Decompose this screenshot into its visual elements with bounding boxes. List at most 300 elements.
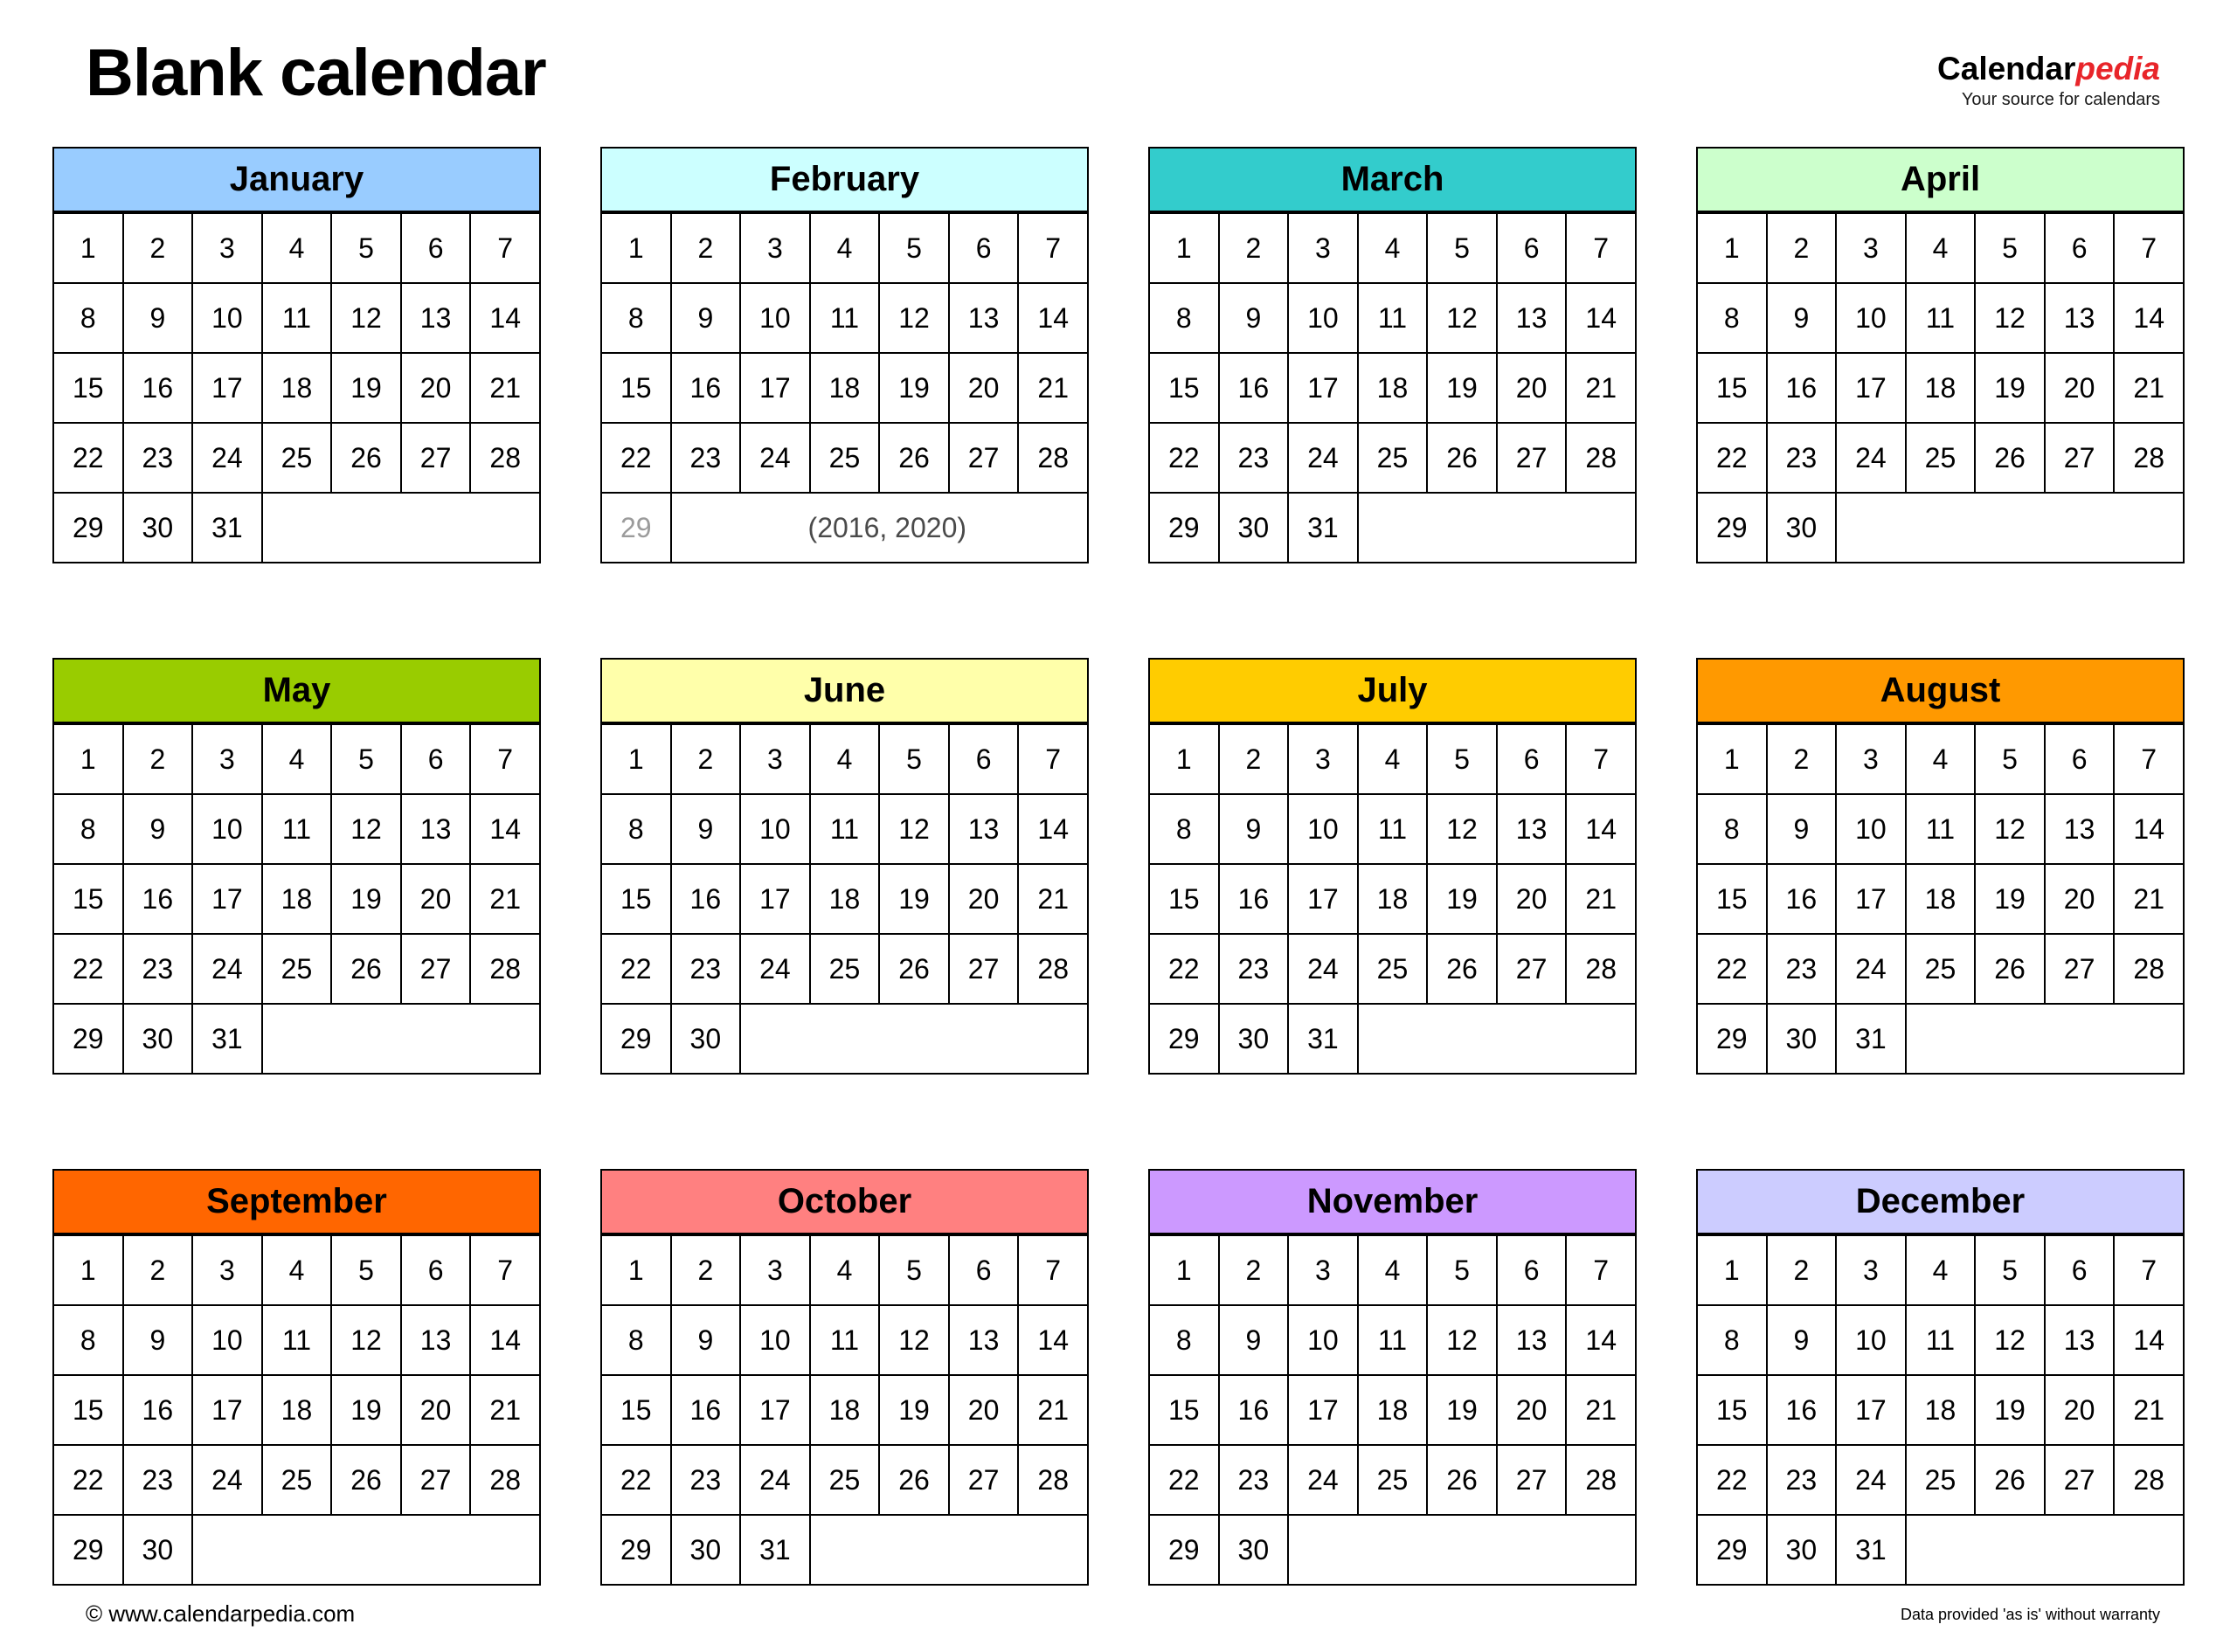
- day-cell[interactable]: 29: [1149, 1004, 1219, 1074]
- day-cell[interactable]: 2: [1219, 724, 1289, 794]
- day-cell[interactable]: 17: [192, 1375, 262, 1445]
- day-cell[interactable]: 31: [740, 1515, 810, 1585]
- day-cell[interactable]: 29: [1149, 1515, 1219, 1585]
- day-cell[interactable]: 21: [1018, 864, 1088, 934]
- day-cell[interactable]: 18: [1906, 353, 1976, 423]
- day-cell[interactable]: 19: [331, 353, 401, 423]
- day-cell[interactable]: 5: [1427, 724, 1497, 794]
- day-cell[interactable]: 6: [1497, 213, 1567, 283]
- day-cell[interactable]: 21: [470, 353, 540, 423]
- day-cell[interactable]: 12: [879, 283, 949, 353]
- day-cell[interactable]: 16: [1219, 864, 1289, 934]
- day-cell[interactable]: 1: [53, 724, 123, 794]
- day-cell[interactable]: 3: [1288, 213, 1358, 283]
- day-cell[interactable]: 16: [671, 864, 741, 934]
- day-cell[interactable]: 22: [601, 934, 671, 1004]
- day-cell[interactable]: 28: [470, 934, 540, 1004]
- day-cell[interactable]: 11: [262, 283, 332, 353]
- day-cell[interactable]: 3: [1288, 724, 1358, 794]
- day-cell[interactable]: 9: [123, 283, 193, 353]
- day-cell[interactable]: 3: [740, 724, 810, 794]
- day-cell[interactable]: 8: [601, 283, 671, 353]
- day-cell[interactable]: 20: [401, 1375, 471, 1445]
- day-cell[interactable]: 1: [53, 1235, 123, 1305]
- day-cell[interactable]: 15: [601, 1375, 671, 1445]
- day-cell[interactable]: 16: [1219, 1375, 1289, 1445]
- day-cell[interactable]: 15: [601, 864, 671, 934]
- day-cell[interactable]: 7: [1566, 213, 1636, 283]
- day-cell[interactable]: 30: [671, 1515, 741, 1585]
- day-cell[interactable]: 24: [1288, 934, 1358, 1004]
- day-cell[interactable]: 10: [740, 1305, 810, 1375]
- day-cell[interactable]: 15: [1149, 864, 1219, 934]
- day-cell[interactable]: 28: [1018, 934, 1088, 1004]
- day-cell[interactable]: 13: [2045, 794, 2115, 864]
- day-cell[interactable]: 3: [740, 213, 810, 283]
- day-cell[interactable]: 12: [1427, 283, 1497, 353]
- day-cell[interactable]: 7: [1018, 724, 1088, 794]
- day-cell[interactable]: 15: [1697, 864, 1767, 934]
- day-cell[interactable]: 19: [331, 1375, 401, 1445]
- day-cell[interactable]: 20: [2045, 1375, 2115, 1445]
- day-cell[interactable]: 13: [1497, 794, 1567, 864]
- day-cell[interactable]: 28: [470, 423, 540, 493]
- day-cell[interactable]: 24: [740, 423, 810, 493]
- day-cell[interactable]: 8: [1697, 1305, 1767, 1375]
- day-cell[interactable]: 26: [1427, 1445, 1497, 1515]
- day-cell[interactable]: 28: [1566, 423, 1636, 493]
- day-cell[interactable]: 24: [192, 934, 262, 1004]
- day-cell[interactable]: 27: [949, 423, 1019, 493]
- day-cell[interactable]: 4: [1906, 1235, 1976, 1305]
- day-cell[interactable]: 14: [1566, 283, 1636, 353]
- day-cell[interactable]: 8: [601, 1305, 671, 1375]
- day-cell[interactable]: 7: [1566, 724, 1636, 794]
- day-cell[interactable]: 26: [879, 423, 949, 493]
- day-cell[interactable]: 25: [810, 1445, 880, 1515]
- day-cell[interactable]: 1: [1697, 1235, 1767, 1305]
- day-cell[interactable]: 1: [1697, 724, 1767, 794]
- day-cell[interactable]: 9: [671, 794, 741, 864]
- day-cell[interactable]: 9: [123, 1305, 193, 1375]
- day-cell[interactable]: 18: [262, 864, 332, 934]
- day-cell[interactable]: 7: [1018, 1235, 1088, 1305]
- day-cell[interactable]: 29: [53, 493, 123, 563]
- day-cell[interactable]: 13: [949, 283, 1019, 353]
- day-cell[interactable]: 3: [192, 1235, 262, 1305]
- day-cell[interactable]: 4: [262, 724, 332, 794]
- day-cell[interactable]: 13: [401, 794, 471, 864]
- day-cell[interactable]: 14: [1566, 1305, 1636, 1375]
- day-cell[interactable]: 8: [53, 794, 123, 864]
- day-cell[interactable]: 19: [879, 864, 949, 934]
- day-cell[interactable]: 30: [1767, 1515, 1837, 1585]
- day-cell[interactable]: 19: [1427, 1375, 1497, 1445]
- day-cell[interactable]: 18: [262, 1375, 332, 1445]
- day-cell[interactable]: 12: [331, 283, 401, 353]
- day-cell[interactable]: 31: [192, 493, 262, 563]
- day-cell[interactable]: 8: [1697, 283, 1767, 353]
- day-cell[interactable]: 8: [53, 283, 123, 353]
- day-cell[interactable]: 13: [949, 1305, 1019, 1375]
- day-cell[interactable]: 13: [401, 1305, 471, 1375]
- day-cell[interactable]: 9: [1219, 1305, 1289, 1375]
- day-cell[interactable]: 14: [1018, 794, 1088, 864]
- day-cell[interactable]: 11: [1358, 794, 1428, 864]
- day-cell[interactable]: 6: [401, 724, 471, 794]
- day-cell[interactable]: 28: [2114, 1445, 2184, 1515]
- day-cell[interactable]: 5: [331, 724, 401, 794]
- day-cell[interactable]: 28: [1018, 423, 1088, 493]
- day-cell[interactable]: 4: [262, 213, 332, 283]
- day-cell[interactable]: 8: [1149, 1305, 1219, 1375]
- day-cell[interactable]: 19: [1975, 353, 2045, 423]
- day-cell[interactable]: 30: [1219, 493, 1289, 563]
- day-cell[interactable]: 31: [1836, 1004, 1906, 1074]
- day-cell[interactable]: 27: [2045, 934, 2115, 1004]
- day-cell[interactable]: 8: [1697, 794, 1767, 864]
- day-cell[interactable]: 26: [879, 1445, 949, 1515]
- day-cell[interactable]: 15: [601, 353, 671, 423]
- day-cell[interactable]: 2: [1219, 213, 1289, 283]
- day-cell[interactable]: 7: [2114, 213, 2184, 283]
- day-cell[interactable]: 27: [2045, 1445, 2115, 1515]
- day-cell[interactable]: 26: [331, 1445, 401, 1515]
- day-cell[interactable]: 6: [949, 1235, 1019, 1305]
- day-cell[interactable]: 10: [1288, 794, 1358, 864]
- day-cell[interactable]: 14: [470, 283, 540, 353]
- day-cell[interactable]: 19: [331, 864, 401, 934]
- day-cell[interactable]: 20: [949, 1375, 1019, 1445]
- day-cell[interactable]: 11: [1906, 283, 1976, 353]
- day-cell[interactable]: 18: [1358, 353, 1428, 423]
- day-cell[interactable]: 12: [1975, 1305, 2045, 1375]
- day-cell[interactable]: 6: [2045, 724, 2115, 794]
- day-cell[interactable]: 18: [262, 353, 332, 423]
- day-cell[interactable]: 2: [123, 1235, 193, 1305]
- day-cell[interactable]: 10: [740, 283, 810, 353]
- day-cell[interactable]: 9: [1767, 283, 1837, 353]
- day-cell[interactable]: 16: [671, 1375, 741, 1445]
- day-cell[interactable]: 18: [810, 353, 880, 423]
- day-cell[interactable]: 17: [192, 864, 262, 934]
- day-cell[interactable]: 22: [1697, 934, 1767, 1004]
- day-cell[interactable]: 3: [1836, 724, 1906, 794]
- day-cell[interactable]: 18: [810, 1375, 880, 1445]
- day-cell[interactable]: 23: [1767, 1445, 1837, 1515]
- day-cell[interactable]: 23: [671, 1445, 741, 1515]
- day-cell[interactable]: 25: [1906, 423, 1976, 493]
- day-cell[interactable]: 29: [601, 1515, 671, 1585]
- day-cell[interactable]: 12: [879, 794, 949, 864]
- day-cell[interactable]: 3: [192, 213, 262, 283]
- day-cell[interactable]: 23: [1219, 1445, 1289, 1515]
- day-cell[interactable]: 23: [123, 1445, 193, 1515]
- day-cell[interactable]: 29: [1697, 493, 1767, 563]
- day-cell[interactable]: 22: [53, 423, 123, 493]
- day-cell[interactable]: 9: [123, 794, 193, 864]
- day-cell[interactable]: 5: [1975, 213, 2045, 283]
- day-cell[interactable]: 12: [1975, 283, 2045, 353]
- day-cell[interactable]: 25: [1358, 1445, 1428, 1515]
- day-cell[interactable]: 1: [1149, 1235, 1219, 1305]
- day-cell[interactable]: 10: [1288, 283, 1358, 353]
- day-cell[interactable]: 17: [1288, 864, 1358, 934]
- day-cell[interactable]: 6: [2045, 213, 2115, 283]
- day-cell[interactable]: 11: [810, 1305, 880, 1375]
- day-cell[interactable]: 14: [1018, 1305, 1088, 1375]
- day-cell[interactable]: 13: [2045, 283, 2115, 353]
- day-cell[interactable]: 25: [810, 934, 880, 1004]
- day-cell[interactable]: 19: [1975, 864, 2045, 934]
- day-cell[interactable]: 20: [1497, 864, 1567, 934]
- day-cell[interactable]: 29: [1697, 1004, 1767, 1074]
- day-cell[interactable]: 6: [1497, 1235, 1567, 1305]
- day-cell[interactable]: 11: [1906, 1305, 1976, 1375]
- day-cell[interactable]: 11: [1358, 1305, 1428, 1375]
- day-cell[interactable]: 1: [601, 213, 671, 283]
- day-cell[interactable]: 23: [671, 423, 741, 493]
- day-cell[interactable]: 10: [192, 283, 262, 353]
- day-cell[interactable]: 5: [1975, 724, 2045, 794]
- day-cell[interactable]: 11: [810, 283, 880, 353]
- day-cell[interactable]: 2: [1767, 1235, 1837, 1305]
- day-cell[interactable]: 18: [1906, 1375, 1976, 1445]
- day-cell[interactable]: 29: [1149, 493, 1219, 563]
- day-cell[interactable]: 2: [123, 213, 193, 283]
- day-cell[interactable]: 16: [123, 864, 193, 934]
- day-cell[interactable]: 22: [601, 1445, 671, 1515]
- day-cell[interactable]: 7: [1566, 1235, 1636, 1305]
- day-cell[interactable]: 5: [1975, 1235, 2045, 1305]
- day-cell[interactable]: 20: [2045, 864, 2115, 934]
- day-cell[interactable]: 26: [1427, 423, 1497, 493]
- day-cell[interactable]: 9: [671, 1305, 741, 1375]
- day-cell[interactable]: 10: [192, 794, 262, 864]
- day-cell[interactable]: 27: [1497, 1445, 1567, 1515]
- day-cell[interactable]: 1: [1697, 213, 1767, 283]
- day-cell[interactable]: 29: [601, 493, 671, 563]
- day-cell[interactable]: 13: [1497, 283, 1567, 353]
- day-cell[interactable]: 11: [1906, 794, 1976, 864]
- day-cell[interactable]: 13: [2045, 1305, 2115, 1375]
- day-cell[interactable]: 6: [949, 213, 1019, 283]
- day-cell[interactable]: 20: [401, 864, 471, 934]
- day-cell[interactable]: 11: [262, 1305, 332, 1375]
- day-cell[interactable]: 27: [401, 1445, 471, 1515]
- day-cell[interactable]: 12: [879, 1305, 949, 1375]
- day-cell[interactable]: 28: [1018, 1445, 1088, 1515]
- day-cell[interactable]: 14: [2114, 283, 2184, 353]
- day-cell[interactable]: 6: [2045, 1235, 2115, 1305]
- day-cell[interactable]: 27: [1497, 934, 1567, 1004]
- day-cell[interactable]: 15: [53, 353, 123, 423]
- day-cell[interactable]: 22: [53, 934, 123, 1004]
- day-cell[interactable]: 26: [331, 934, 401, 1004]
- day-cell[interactable]: 10: [1836, 1305, 1906, 1375]
- day-cell[interactable]: 25: [1906, 1445, 1976, 1515]
- day-cell[interactable]: 22: [1697, 1445, 1767, 1515]
- day-cell[interactable]: 3: [192, 724, 262, 794]
- day-cell[interactable]: 17: [1836, 864, 1906, 934]
- day-cell[interactable]: 3: [1836, 213, 1906, 283]
- day-cell[interactable]: 19: [879, 1375, 949, 1445]
- day-cell[interactable]: 7: [470, 724, 540, 794]
- day-cell[interactable]: 27: [401, 934, 471, 1004]
- day-cell[interactable]: 28: [2114, 934, 2184, 1004]
- day-cell[interactable]: 15: [1697, 353, 1767, 423]
- day-cell[interactable]: 21: [1018, 1375, 1088, 1445]
- day-cell[interactable]: 4: [810, 1235, 880, 1305]
- day-cell[interactable]: 19: [1427, 353, 1497, 423]
- day-cell[interactable]: 24: [1836, 423, 1906, 493]
- day-cell[interactable]: 30: [1219, 1515, 1289, 1585]
- day-cell[interactable]: 29: [53, 1004, 123, 1074]
- day-cell[interactable]: 19: [879, 353, 949, 423]
- day-cell[interactable]: 27: [401, 423, 471, 493]
- day-cell[interactable]: 30: [1767, 1004, 1837, 1074]
- day-cell[interactable]: 25: [262, 1445, 332, 1515]
- day-cell[interactable]: 5: [1427, 1235, 1497, 1305]
- day-cell[interactable]: 7: [1018, 213, 1088, 283]
- day-cell[interactable]: 13: [949, 794, 1019, 864]
- day-cell[interactable]: 25: [810, 423, 880, 493]
- day-cell[interactable]: 11: [810, 794, 880, 864]
- day-cell[interactable]: 29: [601, 1004, 671, 1074]
- day-cell[interactable]: 15: [53, 1375, 123, 1445]
- day-cell[interactable]: 3: [1288, 1235, 1358, 1305]
- day-cell[interactable]: 9: [1219, 794, 1289, 864]
- day-cell[interactable]: 12: [1427, 794, 1497, 864]
- day-cell[interactable]: 25: [1358, 423, 1428, 493]
- day-cell[interactable]: 31: [1288, 493, 1358, 563]
- day-cell[interactable]: 21: [2114, 1375, 2184, 1445]
- day-cell[interactable]: 20: [2045, 353, 2115, 423]
- day-cell[interactable]: 30: [1219, 1004, 1289, 1074]
- day-cell[interactable]: 9: [1767, 794, 1837, 864]
- day-cell[interactable]: 15: [1149, 353, 1219, 423]
- day-cell[interactable]: 4: [810, 724, 880, 794]
- day-cell[interactable]: 30: [1767, 493, 1837, 563]
- day-cell[interactable]: 21: [2114, 864, 2184, 934]
- day-cell[interactable]: 25: [1906, 934, 1976, 1004]
- day-cell[interactable]: 26: [331, 423, 401, 493]
- day-cell[interactable]: 31: [1836, 1515, 1906, 1585]
- day-cell[interactable]: 6: [401, 213, 471, 283]
- day-cell[interactable]: 22: [1149, 423, 1219, 493]
- day-cell[interactable]: 30: [671, 1004, 741, 1074]
- day-cell[interactable]: 7: [470, 1235, 540, 1305]
- day-cell[interactable]: 18: [1358, 1375, 1428, 1445]
- day-cell[interactable]: 13: [401, 283, 471, 353]
- day-cell[interactable]: 15: [1149, 1375, 1219, 1445]
- day-cell[interactable]: 7: [2114, 724, 2184, 794]
- day-cell[interactable]: 9: [671, 283, 741, 353]
- day-cell[interactable]: 9: [1219, 283, 1289, 353]
- day-cell[interactable]: 16: [1767, 1375, 1837, 1445]
- day-cell[interactable]: 14: [2114, 1305, 2184, 1375]
- day-cell[interactable]: 11: [1358, 283, 1428, 353]
- day-cell[interactable]: 7: [2114, 1235, 2184, 1305]
- day-cell[interactable]: 29: [1697, 1515, 1767, 1585]
- day-cell[interactable]: 24: [192, 423, 262, 493]
- day-cell[interactable]: 1: [601, 724, 671, 794]
- day-cell[interactable]: 1: [53, 213, 123, 283]
- day-cell[interactable]: 16: [123, 353, 193, 423]
- day-cell[interactable]: 12: [331, 1305, 401, 1375]
- day-cell[interactable]: 2: [1767, 213, 1837, 283]
- day-cell[interactable]: 5: [879, 724, 949, 794]
- day-cell[interactable]: 8: [601, 794, 671, 864]
- day-cell[interactable]: 28: [1566, 1445, 1636, 1515]
- day-cell[interactable]: 13: [1497, 1305, 1567, 1375]
- day-cell[interactable]: 23: [123, 423, 193, 493]
- day-cell[interactable]: 6: [1497, 724, 1567, 794]
- day-cell[interactable]: 25: [262, 934, 332, 1004]
- day-cell[interactable]: 10: [192, 1305, 262, 1375]
- day-cell[interactable]: 8: [1149, 283, 1219, 353]
- day-cell[interactable]: 19: [1975, 1375, 2045, 1445]
- day-cell[interactable]: 14: [470, 794, 540, 864]
- day-cell[interactable]: 2: [671, 1235, 741, 1305]
- day-cell[interactable]: 15: [1697, 1375, 1767, 1445]
- day-cell[interactable]: 12: [331, 794, 401, 864]
- day-cell[interactable]: 16: [123, 1375, 193, 1445]
- day-cell[interactable]: 30: [123, 1004, 193, 1074]
- day-cell[interactable]: 4: [1358, 1235, 1428, 1305]
- day-cell[interactable]: 23: [1219, 934, 1289, 1004]
- day-cell[interactable]: 17: [740, 353, 810, 423]
- day-cell[interactable]: 27: [1497, 423, 1567, 493]
- day-cell[interactable]: 5: [1427, 213, 1497, 283]
- day-cell[interactable]: 17: [192, 353, 262, 423]
- day-cell[interactable]: 14: [470, 1305, 540, 1375]
- day-cell[interactable]: 28: [470, 1445, 540, 1515]
- day-cell[interactable]: 21: [470, 864, 540, 934]
- day-cell[interactable]: 20: [401, 353, 471, 423]
- day-cell[interactable]: 12: [1427, 1305, 1497, 1375]
- day-cell[interactable]: 16: [1767, 864, 1837, 934]
- day-cell[interactable]: 7: [470, 213, 540, 283]
- day-cell[interactable]: 26: [1975, 934, 2045, 1004]
- day-cell[interactable]: 4: [810, 213, 880, 283]
- day-cell[interactable]: 23: [671, 934, 741, 1004]
- day-cell[interactable]: 26: [879, 934, 949, 1004]
- day-cell[interactable]: 21: [1566, 1375, 1636, 1445]
- day-cell[interactable]: 24: [1836, 1445, 1906, 1515]
- day-cell[interactable]: 14: [1018, 283, 1088, 353]
- day-cell[interactable]: 10: [1288, 1305, 1358, 1375]
- day-cell[interactable]: 2: [671, 213, 741, 283]
- day-cell[interactable]: 3: [740, 1235, 810, 1305]
- day-cell[interactable]: 24: [740, 1445, 810, 1515]
- day-cell[interactable]: 26: [1427, 934, 1497, 1004]
- day-cell[interactable]: 16: [671, 353, 741, 423]
- day-cell[interactable]: 22: [53, 1445, 123, 1515]
- day-cell[interactable]: 18: [1906, 864, 1976, 934]
- day-cell[interactable]: 20: [949, 864, 1019, 934]
- day-cell[interactable]: 4: [1906, 724, 1976, 794]
- day-cell[interactable]: 25: [1358, 934, 1428, 1004]
- day-cell[interactable]: 18: [1358, 864, 1428, 934]
- day-cell[interactable]: 31: [1288, 1004, 1358, 1074]
- day-cell[interactable]: 12: [1975, 794, 2045, 864]
- day-cell[interactable]: 17: [1288, 353, 1358, 423]
- day-cell[interactable]: 17: [1836, 353, 1906, 423]
- day-cell[interactable]: 26: [1975, 1445, 2045, 1515]
- day-cell[interactable]: 14: [2114, 794, 2184, 864]
- day-cell[interactable]: 5: [879, 1235, 949, 1305]
